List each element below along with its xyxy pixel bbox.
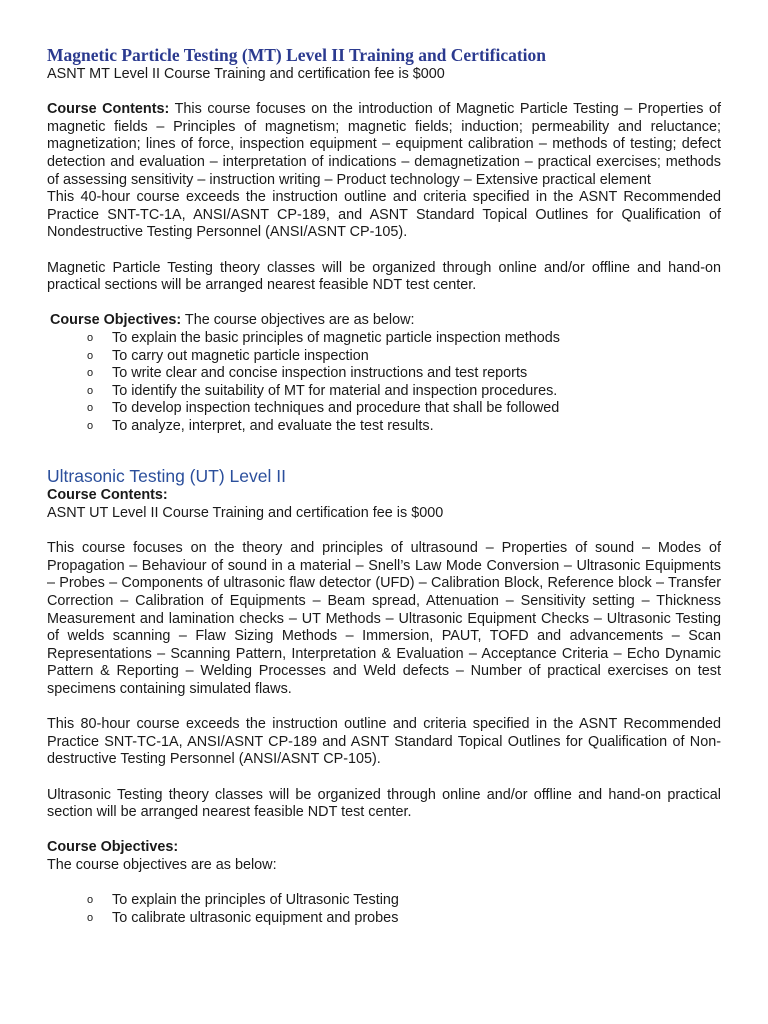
objective-text: To develop inspection techniques and procedure that shall be followed (112, 400, 560, 417)
mt-hours-text: This 40-hour course exceeds the instruction outline and criteria specified in the ASNT Recommended Practice SNT-TC-1A, ANSI/ASNT CP-189, and ASNT Standard Topical Outlines for Qualification of Nondestructive Testing Personnel (ANSI/ASNT CP-105). (47, 189, 721, 241)
ut-course-contents: This course focuses on the theory and principles of ultrasound – Properties of sound – Modes of Propagation – Behaviour of sound in a material – Snell’s Law Mode Conversion – Ultrasonic Equipments – Probes – Components of ultrasonic flaw detector (UFD) – Calibration Block, Reference block – Transfer Correction – Calibration of Equipments – Beam spread, Attenuation – Sensitivity setting – Thickness Measurement and lamination checks – UT Methods – Ultrasonic Equipment Checks – Ultrasonic Testing of welds scanning – Flaw Sizing Methods – Immersion, PAUT, TOFD and advancements – Scan Representations – Scanning Pattern, Interpretation & Evaluation – Acceptance Criteria – Echo Dynamic Pattern & Reporting – Welding Processes and Weld defects – Number of practical exercises on test specimens containing simulated flaws. (47, 540, 721, 697)
mt-fee-text: ASNT MT Level II Course Training and certification fee is $000 (47, 66, 445, 82)
ut-section-title: Ultrasonic Testing (UT) Level II (47, 466, 286, 487)
objective-text: To carry out magnetic particle inspection (112, 347, 369, 364)
bullet-icon: o (87, 384, 94, 397)
objective-text: To identify the suitability of MT for material and inspection procedures. (112, 382, 558, 399)
bullet-icon: o (87, 367, 94, 380)
list-item (87, 330, 721, 348)
list-item (87, 418, 721, 436)
mt-objectives-heading (47, 312, 721, 330)
list-item (87, 910, 721, 928)
bullet-icon: o (87, 419, 94, 432)
mt-contents-label: Course Contents: (47, 101, 170, 118)
objective-text: To write clear and concise inspection instructions and test reports (112, 365, 528, 382)
ut-hours-text: This 80-hour course exceeds the instruction outline and criteria specified in the ASNT Recommended Practice SNT-TC-1A, ANSI/ASNT CP-189 and ASNT Standard Topical Outlines for Qualification of Non-destructive Testing Personnel (ANSI/ASNT CP-105). (47, 716, 721, 768)
list-item (87, 383, 721, 401)
mt-classes-text: Magnetic Particle Testing theory classes will be organized through online and/or offline and hand-on practical sections will be arranged nearest feasible NDT test center. (47, 259, 721, 294)
ut-objectives-intro: The course objectives are as below: (47, 856, 277, 873)
objective-text: To explain the principles of Ultrasonic Testing (112, 892, 399, 909)
ut-objectives-list (47, 892, 721, 927)
mt-objectives-intro: The course objectives are as below: (181, 312, 415, 329)
ut-contents-label: Course Contents: (47, 487, 168, 504)
objective-text: To calibrate ultrasonic equipment and probes (112, 909, 399, 926)
ut-fee-text: ASNT UT Level II Course Training and certification fee is $000 (47, 505, 444, 522)
mt-section-title: Magnetic Particle Testing (MT) Level II Training and Certification (47, 45, 547, 65)
bullet-icon: o (87, 894, 94, 907)
objective-text: To analyze, interpret, and evaluate the test results. (112, 417, 434, 434)
objective-text: To explain the basic principles of magnetic particle inspection methods (112, 329, 560, 346)
mt-objectives-label: Course Objectives: (50, 312, 182, 329)
bullet-icon: o (87, 331, 94, 344)
mt-objectives-list (47, 330, 721, 436)
mt-course-contents (47, 101, 721, 189)
ut-objectives-heading (47, 839, 721, 857)
list-item (87, 892, 721, 910)
ut-classes-text: Ultrasonic Testing theory classes will be organized through online and/or offline and hand-on practical section will be arranged nearest feasible NDT test center. (47, 786, 721, 821)
bullet-icon: o (87, 349, 94, 362)
bullet-icon: o (87, 911, 94, 924)
mt-contents-text: This course focuses on the introduction of Magnetic Particle Testing – Properties of magnetic fields – Principles of magnetism; magnetic fields; induction; permeability and reluctance; magnetization; lines of force, inspection equipment – equipment calibration – methods of testing; defect detection and evaluation – interpretation of indications – demagnetization – practical exercises; methods of assessing sensitivity – instruction writing – Product technology – Extensive practical element (47, 101, 722, 188)
ut-contents-label-line (47, 487, 721, 505)
list-item (87, 365, 721, 383)
bullet-icon: o (87, 402, 94, 415)
list-item (87, 400, 721, 418)
ut-objectives-label: Course Objectives: (47, 839, 179, 856)
list-item (87, 348, 721, 366)
